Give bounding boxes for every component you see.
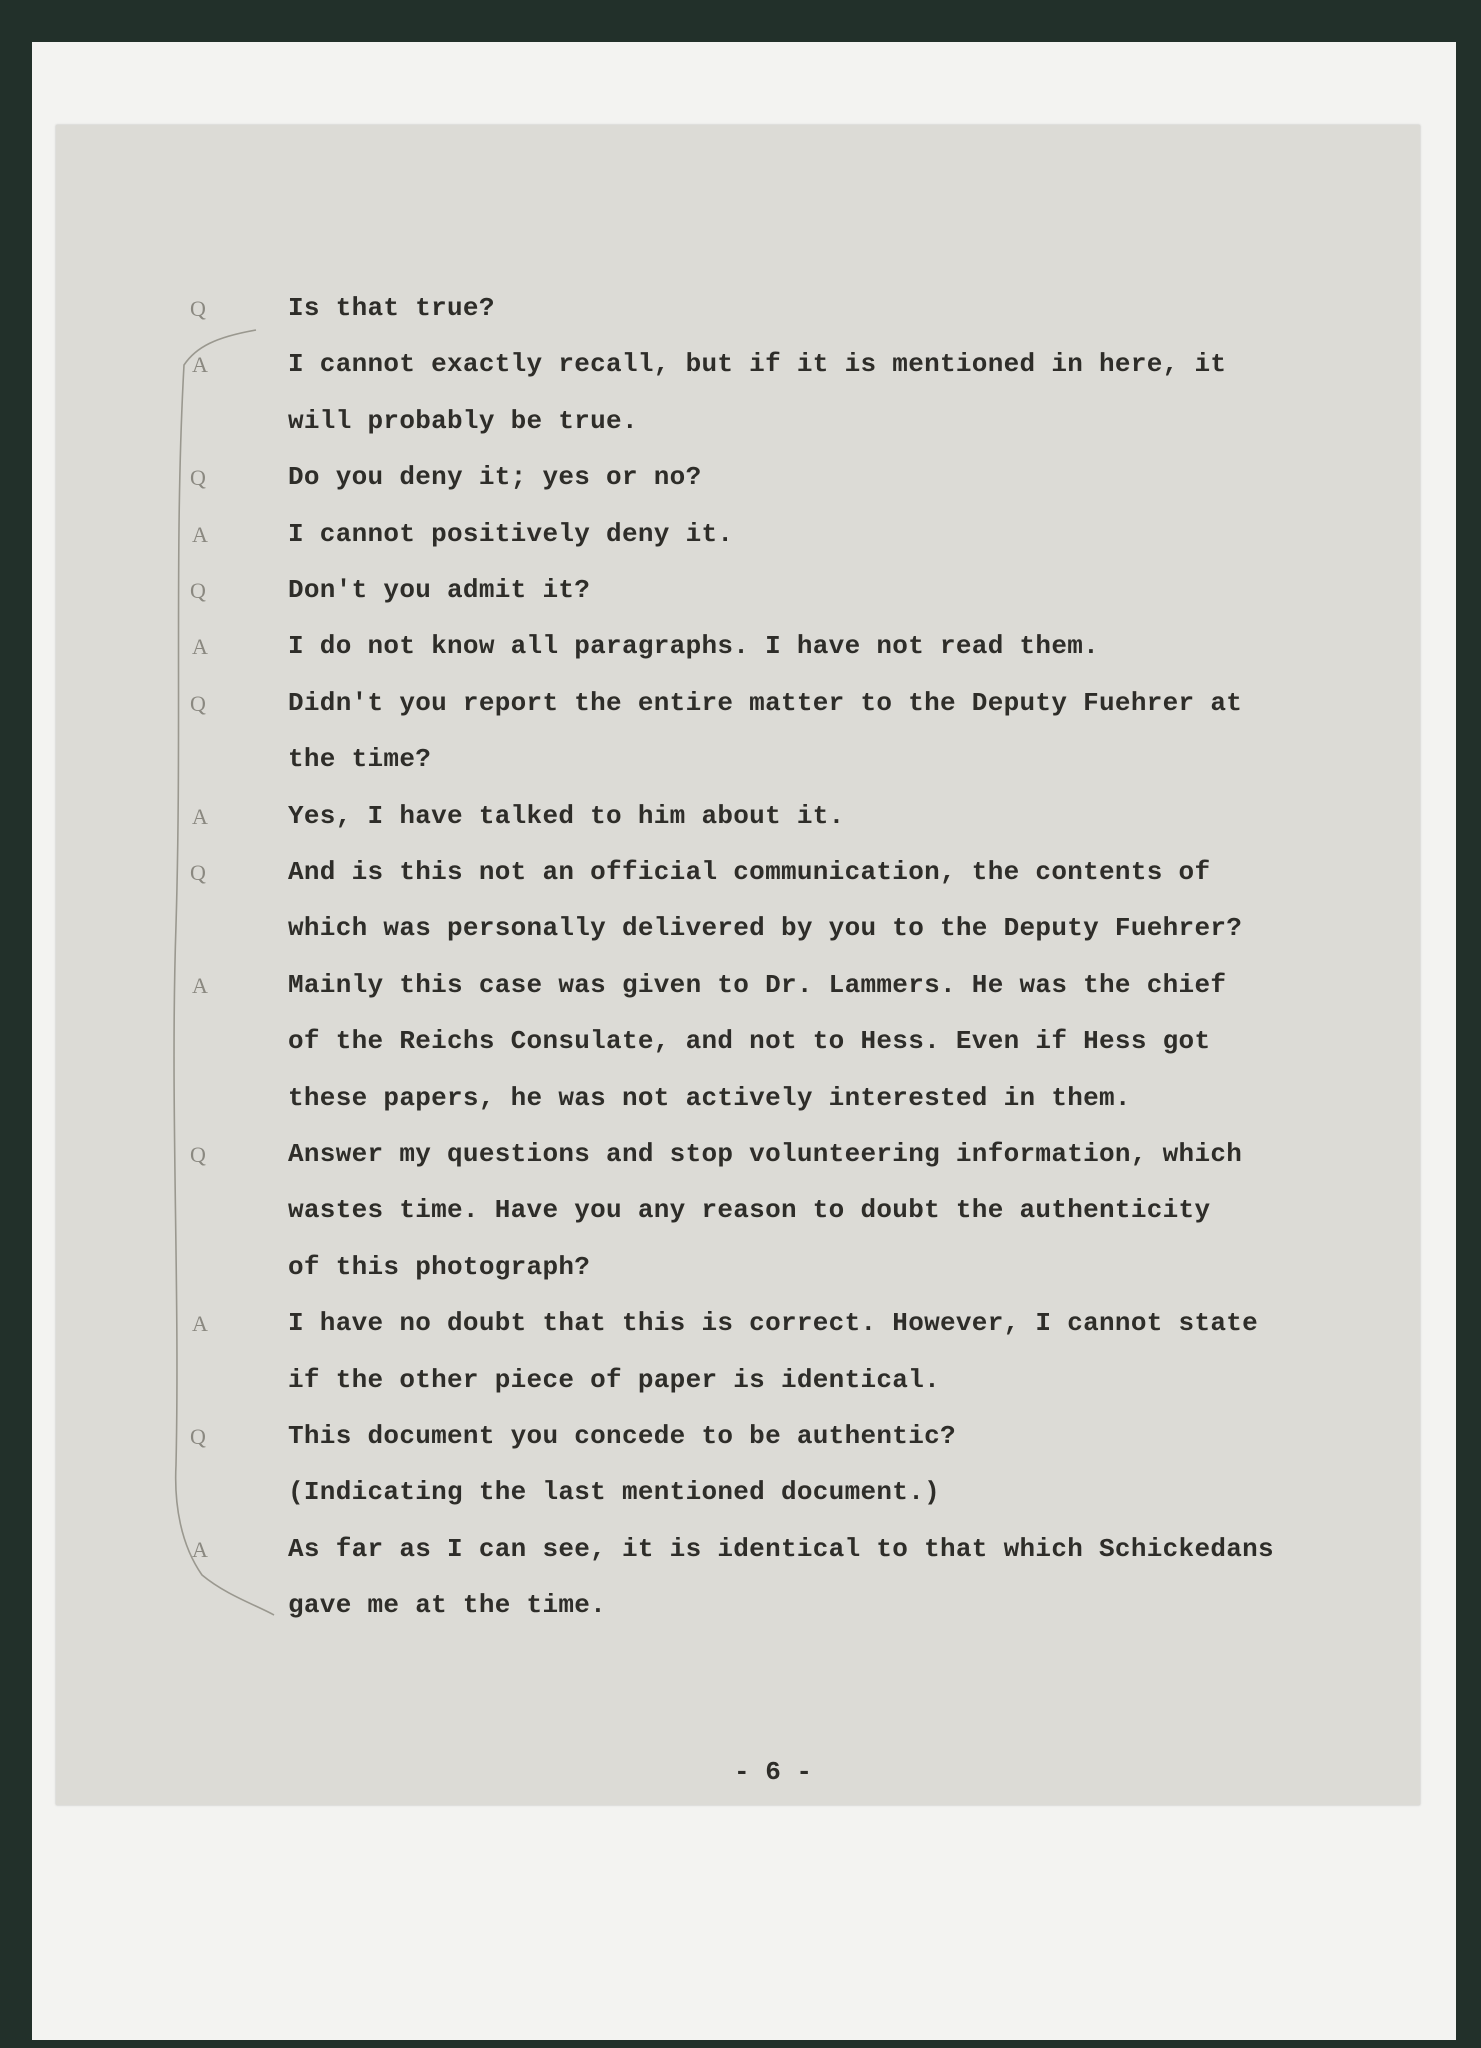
transcript-line: Don't you admit it? bbox=[288, 575, 591, 605]
transcript-line: of the Reichs Consulate, and not to Hess. Even if Hess got bbox=[288, 1026, 1211, 1057]
answer-marker: A bbox=[192, 803, 208, 829]
transcript-line: the time? bbox=[288, 744, 432, 775]
transcript-line: Yes, I have talked to him about it. bbox=[288, 800, 845, 831]
answer-marker: A bbox=[192, 972, 208, 998]
answer-marker: A bbox=[192, 1311, 208, 1337]
transcript-line: I have no doubt that this is correct. However, I cannot state bbox=[288, 1308, 1259, 1339]
transcript-line: these papers, he was not actively interested in them. bbox=[288, 1082, 1131, 1113]
question-marker: Q bbox=[190, 578, 206, 603]
transcript-line: of this photograph? bbox=[288, 1251, 591, 1282]
transcript-line: I cannot exactly recall, but if it is mentioned in here, it bbox=[288, 349, 1227, 380]
question-marker: Q bbox=[190, 1424, 206, 1449]
transcript-line: if the other piece of paper is identical. bbox=[288, 1364, 941, 1395]
transcript-line: Answer my questions and stop volunteering information, which bbox=[288, 1139, 1243, 1169]
transcript-line: (Indicating the last mentioned document.) bbox=[288, 1477, 941, 1508]
transcript-line: which was personally delivered by you to the Deputy Fuehrer? bbox=[288, 913, 1243, 944]
answer-marker: A bbox=[192, 1536, 208, 1562]
transcript-line: And is this not an official communication, the contents of bbox=[288, 857, 1211, 887]
typewritten-page bbox=[56, 125, 1420, 1805]
transcript-line: will probably be true. bbox=[288, 405, 638, 436]
transcript-line: Mainly this case was given to Dr. Lammers. He was the chief bbox=[288, 969, 1227, 1000]
transcript-line: This document you concede to be authentic? bbox=[288, 1421, 956, 1451]
transcript-line: I do not know all paragraphs. I have not read them. bbox=[288, 631, 1100, 662]
question-marker: Q bbox=[190, 860, 206, 885]
question-marker: Q bbox=[190, 1142, 206, 1167]
answer-marker: A bbox=[192, 634, 208, 660]
transcript-line: Do you deny it; yes or no? bbox=[288, 462, 702, 493]
page-number: - 6 - bbox=[734, 1757, 813, 1787]
pencil-margin-line-icon bbox=[56, 125, 316, 1805]
question-marker: Q bbox=[190, 465, 206, 491]
question-marker: Q bbox=[190, 296, 206, 321]
answer-marker: A bbox=[192, 352, 208, 378]
transcript-line: I cannot positively deny it. bbox=[288, 518, 734, 549]
transcript-line: gave me at the time. bbox=[288, 1590, 607, 1621]
transcript-line: wastes time. Have you any reason to doubt the authenticity bbox=[288, 1195, 1211, 1226]
transcript-line: Is that true? bbox=[288, 293, 495, 323]
transcript-line: As far as I can see, it is identical to that which Schickedans bbox=[288, 1533, 1274, 1564]
answer-marker: A bbox=[192, 521, 208, 547]
transcript-line: Didn't you report the entire matter to the Deputy Fuehrer at bbox=[288, 687, 1243, 718]
question-marker: Q bbox=[190, 690, 206, 716]
